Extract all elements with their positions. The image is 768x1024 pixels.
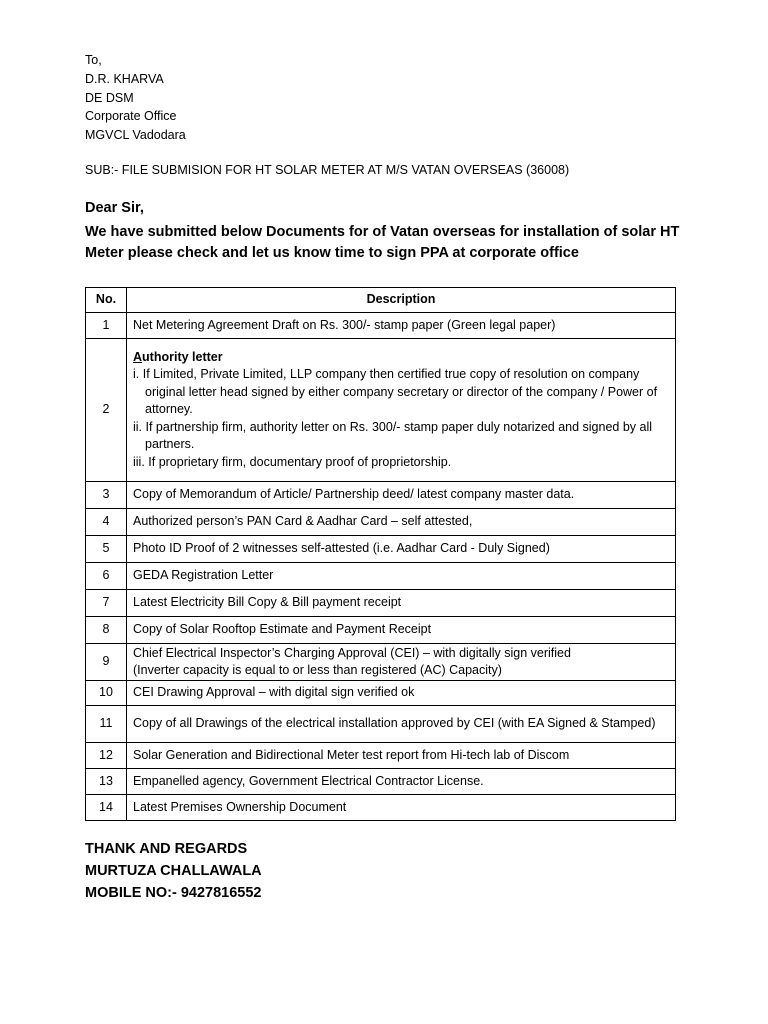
row-description: Photo ID Proof of 2 witnesses self-attested (i.e. Aadhar Card - Duly Signed) xyxy=(127,536,676,563)
table-row xyxy=(86,509,676,536)
authority-item: i. If Limited, Private Limited, LLP company then certified true copy of resolution on company original letter head signed by either company secretary or director of the company / Power of attorney. xyxy=(133,367,658,417)
table-row xyxy=(86,563,676,590)
row-description: GEDA Registration Letter xyxy=(127,563,676,590)
row-description: Empanelled agency, Government Electrical Contractor License. xyxy=(127,769,676,795)
salutation: Dear Sir, xyxy=(85,200,144,216)
row-description: Copy of Memorandum of Article/ Partnership deed/ latest company master data. xyxy=(127,482,676,509)
table-row xyxy=(86,482,676,509)
row-description: Latest Premises Ownership Document xyxy=(127,795,676,821)
header-description: Description xyxy=(127,288,676,313)
table-row xyxy=(86,681,676,706)
row-description: CEI Drawing Approval – with digital sign verified ok xyxy=(127,681,676,706)
table-row xyxy=(86,706,676,743)
table-row xyxy=(86,769,676,795)
row-number: 3 xyxy=(86,482,127,509)
signoff-mobile: MOBILE NO:- 9427816552 xyxy=(85,885,262,901)
row-description-line: Chief Electrical Inspector’s Charging Approval (CEI) – with digitally sign verified xyxy=(133,645,571,660)
row-number: 13 xyxy=(86,769,127,795)
row-description xyxy=(127,339,676,482)
row-number: 6 xyxy=(86,563,127,590)
row-description: Net Metering Agreement Draft on Rs. 300/- stamp paper (Green legal paper) xyxy=(127,313,676,339)
row-description: Latest Electricity Bill Copy & Bill payment receipt xyxy=(127,590,676,617)
authority-item: ii. If partnership firm, authority letter on Rs. 300/- stamp paper duly notarized and signed by all partners. xyxy=(133,419,653,452)
signoff-block xyxy=(85,838,262,904)
row-description: Solar Generation and Bidirectional Meter test report from Hi-tech lab of Discom xyxy=(127,743,676,769)
row-description: Copy of all Drawings of the electrical installation approved by CEI (with EA Signed & Stamped) xyxy=(127,706,676,743)
body-paragraph: We have submitted below Documents for of Vatan overseas for installation of solar HT Meter please check and let us know time to sign PPA at corporate office xyxy=(85,224,680,261)
row-description: Copy of Solar Rooftop Estimate and Payment Receipt xyxy=(127,617,676,644)
row-number: 8 xyxy=(86,617,127,644)
address-designation: DE DSM xyxy=(85,90,134,105)
authority-title-first-letter: A xyxy=(133,349,143,364)
row-number: 7 xyxy=(86,590,127,617)
subject-line: SUB:- FILE SUBMISION FOR HT SOLAR METER AT M/S VATAN OVERSEAS (36008) xyxy=(85,163,570,177)
table-row xyxy=(86,644,676,681)
address-to: To, xyxy=(85,53,102,67)
address-company: MGVCL Vadodara xyxy=(85,128,186,143)
signoff-regards: THANK AND REGARDS xyxy=(85,841,248,857)
row-number: 14 xyxy=(86,795,127,821)
authority-item: iii. If proprietary firm, documentary proof of proprietorship. xyxy=(133,454,452,469)
row-description-line: (Inverter capacity is equal to or less than registered (AC) Capacity) xyxy=(133,663,502,677)
address-name: D.R. KHARVA xyxy=(85,71,164,86)
documents-table xyxy=(85,287,676,821)
row-number: 9 xyxy=(86,644,127,681)
authority-letter-title xyxy=(133,349,669,367)
table-row xyxy=(86,795,676,821)
row-number: 11 xyxy=(86,706,127,743)
row-number: 2 xyxy=(86,339,127,482)
row-description: Authorized person’s PAN Card & Aadhar Card – self attested, xyxy=(127,509,676,536)
row-number: 10 xyxy=(86,681,127,706)
authority-title-rest: uthority letter xyxy=(142,349,223,364)
row-number: 5 xyxy=(86,536,127,563)
row-description xyxy=(127,644,676,681)
address-office: Corporate Office xyxy=(85,109,177,124)
row-number: 1 xyxy=(86,313,127,339)
header-no: No. xyxy=(86,288,127,313)
table-header-row xyxy=(86,288,676,313)
table-row xyxy=(86,590,676,617)
signoff-name: MURTUZA CHALLAWALA xyxy=(85,863,262,879)
table-row xyxy=(86,617,676,644)
table-row xyxy=(86,536,676,563)
table-row xyxy=(86,339,676,482)
address-block xyxy=(85,51,186,145)
table-row xyxy=(86,743,676,769)
row-number: 4 xyxy=(86,509,127,536)
table-row xyxy=(86,313,676,339)
row-number: 12 xyxy=(86,743,127,769)
